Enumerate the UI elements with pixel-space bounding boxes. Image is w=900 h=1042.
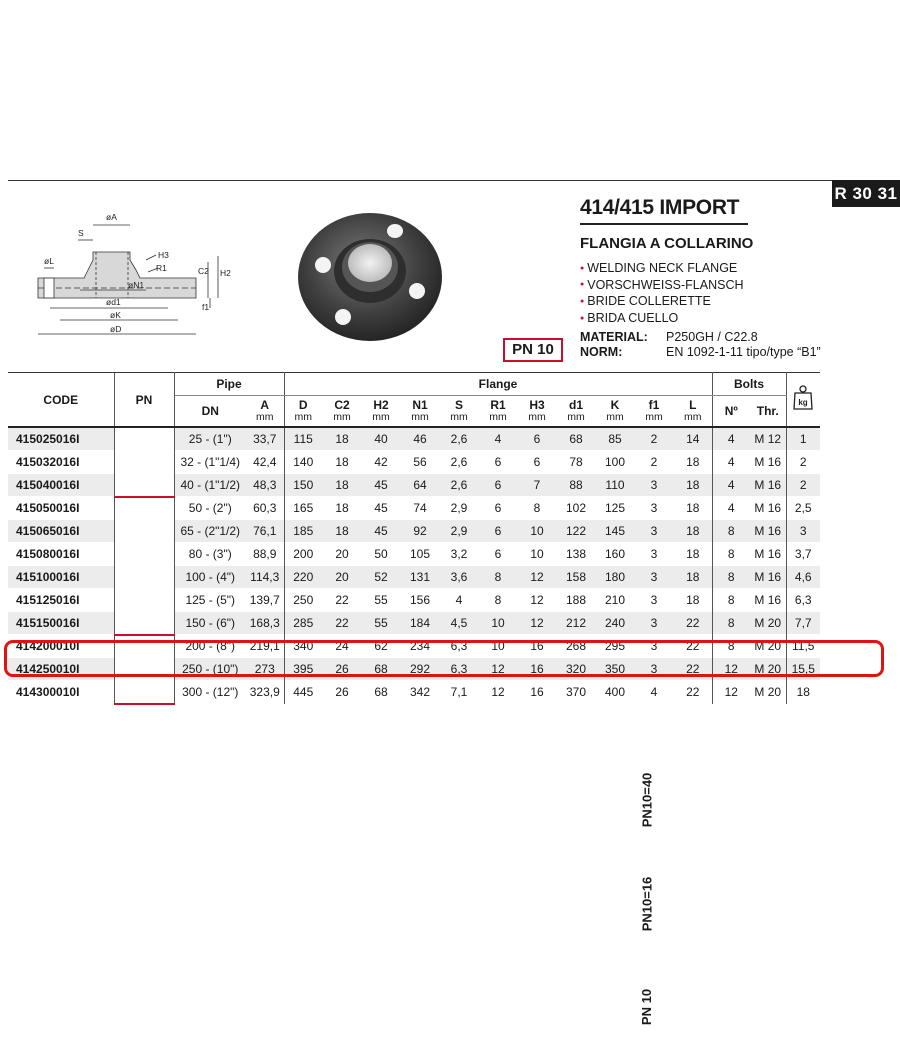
cell-d: 200: [284, 543, 322, 566]
cell-dn: 100 - (4"): [174, 566, 246, 589]
translation-fr: ● BRIDE COLLERETTE: [580, 293, 744, 310]
specification-table: [8, 372, 820, 1026]
norm-label: NORM:: [580, 345, 623, 359]
cell-n1: 234: [400, 635, 440, 658]
cell-d1: 268: [556, 635, 596, 658]
cell-thread: M 20: [750, 612, 786, 635]
cell-dn: 40 - (1"1/2): [174, 474, 246, 497]
cell-l: 22: [674, 612, 712, 635]
cell-dn: 125 - (5"): [174, 589, 246, 612]
col-header-h3: H3 mm: [518, 396, 556, 428]
cell-l: 22: [674, 635, 712, 658]
cell-bolt-count: 12: [712, 658, 750, 681]
cell-f1: 3: [634, 543, 674, 566]
cell-h2: 52: [362, 566, 400, 589]
group-header-bolts: Bolts: [712, 373, 786, 396]
cell-n1: 156: [400, 589, 440, 612]
diagram-label-l: øL: [44, 256, 54, 266]
pn-group-label: PN 10: [638, 988, 654, 1026]
cell-weight: 2: [786, 474, 820, 497]
cell-a: 42,4: [246, 451, 284, 474]
cell-h2: 55: [362, 589, 400, 612]
cell-h3: 10: [518, 543, 556, 566]
cell-code: 414200010I: [8, 635, 114, 658]
diagram-label-h3: H3: [158, 250, 169, 260]
cell-thread: M 20: [750, 681, 786, 704]
cell-a: 33,7: [246, 427, 284, 451]
translations-list: [580, 260, 744, 327]
cell-h3: 16: [518, 635, 556, 658]
cell-r1: 6: [478, 451, 518, 474]
diagram-label-d1: ød1: [106, 297, 121, 307]
cell-l: 22: [674, 681, 712, 704]
cell-d: 285: [284, 612, 322, 635]
col-header-d1: d1 mm: [556, 396, 596, 428]
cell-h2: 68: [362, 681, 400, 704]
cell-thread: M 12: [750, 427, 786, 451]
cell-n1: 74: [400, 497, 440, 520]
cell-bolt-count: 8: [712, 543, 750, 566]
cell-h2: 45: [362, 474, 400, 497]
cell-bolt-count: 8: [712, 589, 750, 612]
cell-weight: 4,6: [786, 566, 820, 589]
table-row: [8, 520, 820, 543]
cell-bolt-count: 8: [712, 520, 750, 543]
cell-k: 240: [596, 612, 634, 635]
cell-code: 415040016I: [8, 474, 114, 497]
cell-r1: 12: [478, 658, 518, 681]
table-row: [8, 497, 820, 520]
cell-c2: 26: [322, 658, 362, 681]
diagram-label-n1: øN1: [128, 280, 145, 290]
col-header-f1: f1 mm: [634, 396, 674, 428]
cell-r1: 6: [478, 543, 518, 566]
cell-bolt-count: 8: [712, 566, 750, 589]
cell-n1: 292: [400, 658, 440, 681]
cell-a: 219,1: [246, 635, 284, 658]
cell-thread: M 20: [750, 658, 786, 681]
cell-n1: 184: [400, 612, 440, 635]
weight-unit-label: kg: [798, 398, 808, 407]
cell-c2: 18: [322, 497, 362, 520]
cell-l: 18: [674, 451, 712, 474]
cell-code: 415150016I: [8, 612, 114, 635]
title-underline: [580, 223, 748, 225]
cell-dn: 300 - (12"): [174, 681, 246, 704]
table-row: [8, 451, 820, 474]
cell-d: 115: [284, 427, 322, 451]
cell-f1: 3: [634, 589, 674, 612]
cell-d: 340: [284, 635, 322, 658]
cell-d1: 158: [556, 566, 596, 589]
cell-n1: 46: [400, 427, 440, 451]
cell-dn: 32 - (1"1/4): [174, 451, 246, 474]
table-row: [8, 589, 820, 612]
col-header-n1: N1 mm: [400, 396, 440, 428]
cell-h3: 6: [518, 427, 556, 451]
cell-weight: 7,7: [786, 612, 820, 635]
col-header-a: A mm: [246, 396, 284, 428]
cell-a: 273: [246, 658, 284, 681]
cell-n1: 56: [400, 451, 440, 474]
cell-c2: 22: [322, 612, 362, 635]
cell-f1: 3: [634, 566, 674, 589]
table-row: [8, 635, 820, 658]
cell-c2: 20: [322, 543, 362, 566]
cell-code: 415032016I: [8, 451, 114, 474]
material-value: P250GH / C22.8: [666, 330, 758, 344]
cell-f1: 3: [634, 520, 674, 543]
cell-s: 4: [440, 589, 478, 612]
diagram-label-c2: C2: [198, 266, 209, 276]
cell-d1: 122: [556, 520, 596, 543]
flange-product-photo: [295, 205, 445, 345]
cell-dn: 65 - (2"1/2): [174, 520, 246, 543]
pn-group-label: PN10=40: [638, 772, 654, 828]
cell-thread: M 16: [750, 520, 786, 543]
cell-l: 14: [674, 427, 712, 451]
diagram-label-a: øA: [106, 212, 117, 222]
cell-k: 210: [596, 589, 634, 612]
cell-f1: 3: [634, 658, 674, 681]
cell-n1: 131: [400, 566, 440, 589]
cell-c2: 26: [322, 681, 362, 704]
cell-a: 60,3: [246, 497, 284, 520]
cell-pn-group: [617, 973, 677, 1042]
table-row: [8, 427, 820, 451]
cell-thread: M 20: [750, 635, 786, 658]
cell-l: 18: [674, 543, 712, 566]
table-row: [8, 474, 820, 497]
cell-f1: 3: [634, 474, 674, 497]
cell-h3: 12: [518, 589, 556, 612]
cell-r1: 8: [478, 566, 518, 589]
col-header-pn: PN: [114, 373, 174, 428]
col-header-bolt-count: Nº: [712, 396, 750, 428]
cell-f1: 2: [634, 451, 674, 474]
cell-d: 150: [284, 474, 322, 497]
cell-s: 2,9: [440, 497, 478, 520]
cell-k: 145: [596, 520, 634, 543]
col-header-weight: [786, 373, 820, 428]
cell-dn: 25 - (1"): [174, 427, 246, 451]
cell-dn: 50 - (2"): [174, 497, 246, 520]
cell-s: 6,3: [440, 635, 478, 658]
cell-h3: 16: [518, 658, 556, 681]
cell-d1: 370: [556, 681, 596, 704]
cell-h3: 10: [518, 520, 556, 543]
cell-h2: 42: [362, 451, 400, 474]
reference-code-badge: R 30 31: [832, 180, 900, 207]
col-header-h2: H2 mm: [362, 396, 400, 428]
diagram-label-d: øD: [110, 324, 122, 334]
cell-code: 415080016I: [8, 543, 114, 566]
norm-value: EN 1092-1-11 tipo/type “B1”: [666, 345, 821, 359]
cell-d: 185: [284, 520, 322, 543]
cell-thread: M 16: [750, 543, 786, 566]
cell-d: 250: [284, 589, 322, 612]
cell-l: 18: [674, 566, 712, 589]
pn-group-label: PN10=16: [638, 876, 654, 931]
cell-s: 7,1: [440, 681, 478, 704]
cell-a: 88,9: [246, 543, 284, 566]
product-title: 414/415 IMPORT: [580, 196, 740, 219]
cell-dn: 200 - (8"): [174, 635, 246, 658]
cell-h2: 45: [362, 497, 400, 520]
translation-es: ● BRIDA CUELLO: [580, 310, 744, 327]
cell-h2: 40: [362, 427, 400, 451]
diagram-label-r1: R1: [156, 263, 167, 273]
cell-d1: 68: [556, 427, 596, 451]
table-row: [8, 658, 820, 681]
cell-s: 3,2: [440, 543, 478, 566]
cell-f1: 3: [634, 497, 674, 520]
cell-weight: 11,5: [786, 635, 820, 658]
cell-d: 445: [284, 681, 322, 704]
col-header-c2: C2 mm: [322, 396, 362, 428]
flange-cross-section-diagram: [18, 200, 248, 350]
cell-r1: 6: [478, 520, 518, 543]
cell-n1: 342: [400, 681, 440, 704]
cell-bolt-count: 12: [712, 681, 750, 704]
cell-d1: 138: [556, 543, 596, 566]
cell-pn-group: [617, 835, 677, 973]
cell-h3: 7: [518, 474, 556, 497]
cell-a: 323,9: [246, 681, 284, 704]
pn-badge: PN 10: [503, 338, 563, 362]
cell-c2: 20: [322, 566, 362, 589]
cell-d: 140: [284, 451, 322, 474]
cell-code: 415050016I: [8, 497, 114, 520]
cell-n1: 92: [400, 520, 440, 543]
cell-thread: M 16: [750, 566, 786, 589]
cell-h3: 6: [518, 451, 556, 474]
cell-s: 2,6: [440, 451, 478, 474]
cell-d: 395: [284, 658, 322, 681]
norm-spec: [580, 345, 821, 360]
cell-c2: 24: [322, 635, 362, 658]
cell-h3: 16: [518, 681, 556, 704]
col-header-code: CODE: [8, 373, 114, 428]
cell-h2: 50: [362, 543, 400, 566]
cell-bolt-count: 8: [712, 635, 750, 658]
cell-k: 350: [596, 658, 634, 681]
group-header-flange: Flange: [284, 373, 712, 396]
cell-thread: M 16: [750, 589, 786, 612]
cell-r1: 6: [478, 474, 518, 497]
table-row: [8, 612, 820, 635]
cell-n1: 105: [400, 543, 440, 566]
cell-k: 180: [596, 566, 634, 589]
cell-r1: 12: [478, 681, 518, 704]
cell-dn: 80 - (3"): [174, 543, 246, 566]
cell-a: 168,3: [246, 612, 284, 635]
col-header-s: S mm: [440, 396, 478, 428]
header-rule: [8, 180, 832, 181]
table-row: [8, 543, 820, 566]
cell-a: 114,3: [246, 566, 284, 589]
cell-f1: 3: [634, 612, 674, 635]
diagram-label-h2: H2: [220, 268, 231, 278]
cell-k: 295: [596, 635, 634, 658]
cell-dn: 150 - (6"): [174, 612, 246, 635]
cell-bolt-count: 4: [712, 451, 750, 474]
cell-k: 125: [596, 497, 634, 520]
cell-s: 2,9: [440, 520, 478, 543]
cell-f1: 2: [634, 427, 674, 451]
cell-weight: 3: [786, 520, 820, 543]
cell-code: 415025016I: [8, 427, 114, 451]
cell-c2: 18: [322, 520, 362, 543]
cell-k: 400: [596, 681, 634, 704]
cell-weight: 3,7: [786, 543, 820, 566]
cell-bolt-count: 4: [712, 497, 750, 520]
table-row: [8, 681, 820, 704]
cell-h2: 68: [362, 658, 400, 681]
cell-s: 2,6: [440, 474, 478, 497]
cell-h2: 55: [362, 612, 400, 635]
cell-code: 415065016I: [8, 520, 114, 543]
translation-de: ● VORSCHWEISS-FLANSCH: [580, 277, 744, 294]
cell-k: 100: [596, 451, 634, 474]
col-header-r1: R1 mm: [478, 396, 518, 428]
cell-r1: 10: [478, 635, 518, 658]
cell-thread: M 16: [750, 474, 786, 497]
material-label: MATERIAL:: [580, 330, 648, 344]
cell-weight: 18: [786, 681, 820, 704]
cell-c2: 18: [322, 451, 362, 474]
cell-f1: 4: [634, 681, 674, 704]
cell-h3: 8: [518, 497, 556, 520]
cell-d1: 320: [556, 658, 596, 681]
cell-dn: 250 - (10"): [174, 658, 246, 681]
col-header-thread: Thr.: [750, 396, 786, 428]
cell-thread: M 16: [750, 497, 786, 520]
cell-code: 415100016I: [8, 566, 114, 589]
col-header-l: L mm: [674, 396, 712, 428]
cell-r1: 10: [478, 612, 518, 635]
cell-bolt-count: 8: [712, 612, 750, 635]
cell-a: 139,7: [246, 589, 284, 612]
cell-k: 160: [596, 543, 634, 566]
cell-d1: 88: [556, 474, 596, 497]
col-header-d: D mm: [284, 396, 322, 428]
cell-k: 110: [596, 474, 634, 497]
cell-code: 414250010I: [8, 658, 114, 681]
cell-k: 85: [596, 427, 634, 451]
cell-weight: 6,3: [786, 589, 820, 612]
diagram-label-k: øK: [110, 310, 121, 320]
cell-c2: 18: [322, 474, 362, 497]
cell-a: 48,3: [246, 474, 284, 497]
cell-r1: 8: [478, 589, 518, 612]
cell-h3: 12: [518, 566, 556, 589]
cell-h2: 45: [362, 520, 400, 543]
cell-weight: 2: [786, 451, 820, 474]
table-row: [8, 566, 820, 589]
cell-weight: 2,5: [786, 497, 820, 520]
cell-d1: 212: [556, 612, 596, 635]
col-header-k: K mm: [596, 396, 634, 428]
cell-s: 3,6: [440, 566, 478, 589]
cell-l: 18: [674, 520, 712, 543]
cell-d1: 102: [556, 497, 596, 520]
cell-weight: 15,5: [786, 658, 820, 681]
cell-n1: 64: [400, 474, 440, 497]
cell-r1: 4: [478, 427, 518, 451]
product-subtitle: FLANGIA A COLLARINO: [580, 235, 754, 252]
translation-en: ● WELDING NECK FLANGE: [580, 260, 744, 277]
cell-h3: 12: [518, 612, 556, 635]
cell-bolt-count: 4: [712, 427, 750, 451]
cell-l: 18: [674, 474, 712, 497]
cell-d1: 188: [556, 589, 596, 612]
cell-d: 220: [284, 566, 322, 589]
cell-l: 18: [674, 589, 712, 612]
weight-icon: [792, 385, 814, 411]
cell-r1: 6: [478, 497, 518, 520]
cell-d1: 78: [556, 451, 596, 474]
cell-s: 4,5: [440, 612, 478, 635]
cell-weight: 1: [786, 427, 820, 451]
col-header-dn: DN: [174, 396, 246, 428]
cell-c2: 18: [322, 427, 362, 451]
cell-h2: 62: [362, 635, 400, 658]
cell-s: 2,6: [440, 427, 478, 451]
cell-f1: 3: [634, 635, 674, 658]
cell-l: 18: [674, 497, 712, 520]
cell-pn-group: [617, 765, 677, 835]
cell-c2: 22: [322, 589, 362, 612]
cell-a: 76,1: [246, 520, 284, 543]
diagram-label-f1: f1: [202, 302, 210, 312]
cell-bolt-count: 4: [712, 474, 750, 497]
cell-code: 414300010I: [8, 681, 114, 704]
cell-s: 6,3: [440, 658, 478, 681]
cell-d: 165: [284, 497, 322, 520]
cell-l: 22: [674, 658, 712, 681]
diagram-label-s: S: [78, 228, 84, 238]
material-spec: [580, 330, 758, 345]
cell-code: 415125016I: [8, 589, 114, 612]
group-header-pipe: Pipe: [174, 373, 284, 396]
cell-thread: M 16: [750, 451, 786, 474]
